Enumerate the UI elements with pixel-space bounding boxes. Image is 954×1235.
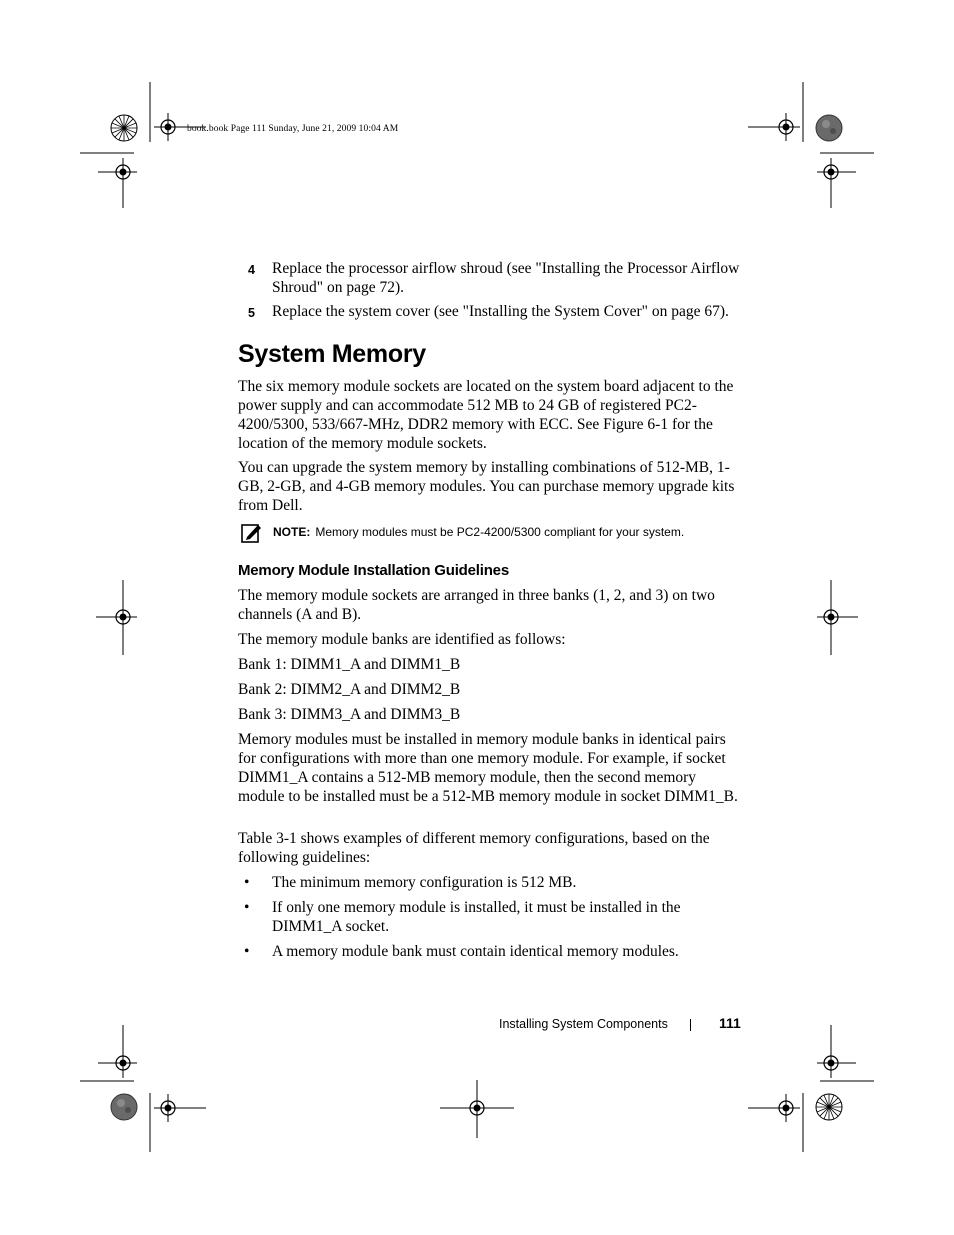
- step-number: 4: [248, 263, 255, 277]
- step-text: Replace the processor airflow shroud (see "Installing the Processor Airflow Shroud" on page 72).: [272, 260, 740, 296]
- bullet-item: [244, 873, 740, 892]
- footer-divider: [690, 1019, 691, 1031]
- bullet-marker: •: [244, 943, 250, 960]
- paragraph: The six memory module sockets are located on the system board adjacent to the power supply and can accommodate 512 MB to 24 GB of registered PC2-4200/5300, 533/667-MHz, DDR2 memory with ECC. See Figure 6-1 for the location of the memory module sockets.: [238, 378, 734, 452]
- step-number: 5: [248, 306, 255, 320]
- bank-line: Bank 3: DIMM3_A and DIMM3_B: [238, 706, 461, 723]
- bank-line: Bank 2: DIMM2_A and DIMM2_B: [238, 681, 461, 698]
- pencil-note-icon: [241, 522, 273, 550]
- note-callout: [241, 522, 741, 550]
- note-text: Memory modules must be PC2-4200/5300 compliant for your system.: [315, 525, 685, 539]
- bullet-text: A memory module bank must contain identical memory modules.: [272, 943, 679, 960]
- paragraph: Table 3-1 shows examples of different memory configurations, based on the following guidelines:: [238, 830, 710, 866]
- paragraph: The memory module banks are identified as follows:: [238, 631, 566, 648]
- bullet-text: The minimum memory configuration is 512 MB.: [272, 874, 577, 891]
- paragraph: You can upgrade the system memory by installing combinations of 512-MB, 1-GB, 2-GB, and 4-GB memory modules. You can purchase memory upgrade kits from Dell.: [238, 459, 735, 514]
- bullet-item: [244, 942, 740, 961]
- bullet-marker: •: [244, 899, 250, 916]
- footer-section-name: Installing System Components: [499, 1017, 668, 1031]
- note-label: NOTE:: [273, 525, 311, 539]
- print-slug: book.book Page 111 Sunday, June 21, 2009 10:04 AM: [187, 124, 399, 134]
- page-number: 111: [719, 1015, 741, 1031]
- step-item: [248, 302, 748, 323]
- step-text: Replace the system cover (see "Installing the System Cover" on page 67).: [272, 303, 729, 320]
- bullet-item: [244, 898, 740, 936]
- bullet-marker: •: [244, 874, 250, 891]
- bullet-text: If only one memory module is installed, it must be installed in the DIMM1_A socket.: [272, 899, 681, 935]
- subsection-title: Memory Module Installation Guidelines: [238, 562, 509, 579]
- bank-line: Bank 1: DIMM1_A and DIMM1_B: [238, 656, 461, 673]
- section-title: System Memory: [238, 340, 426, 368]
- paragraph: Memory modules must be installed in memory module banks in identical pairs for configurations with more than one memory module. For example, if socket DIMM1_A contains a 512-MB memory module, then the second memory module to be installed must be a 512-MB memory module in socket DIMM1_B.: [238, 731, 738, 805]
- paragraph: The memory module sockets are arranged in three banks (1, 2, and 3) on two channels (A and B).: [238, 587, 715, 623]
- step-item: [248, 259, 748, 297]
